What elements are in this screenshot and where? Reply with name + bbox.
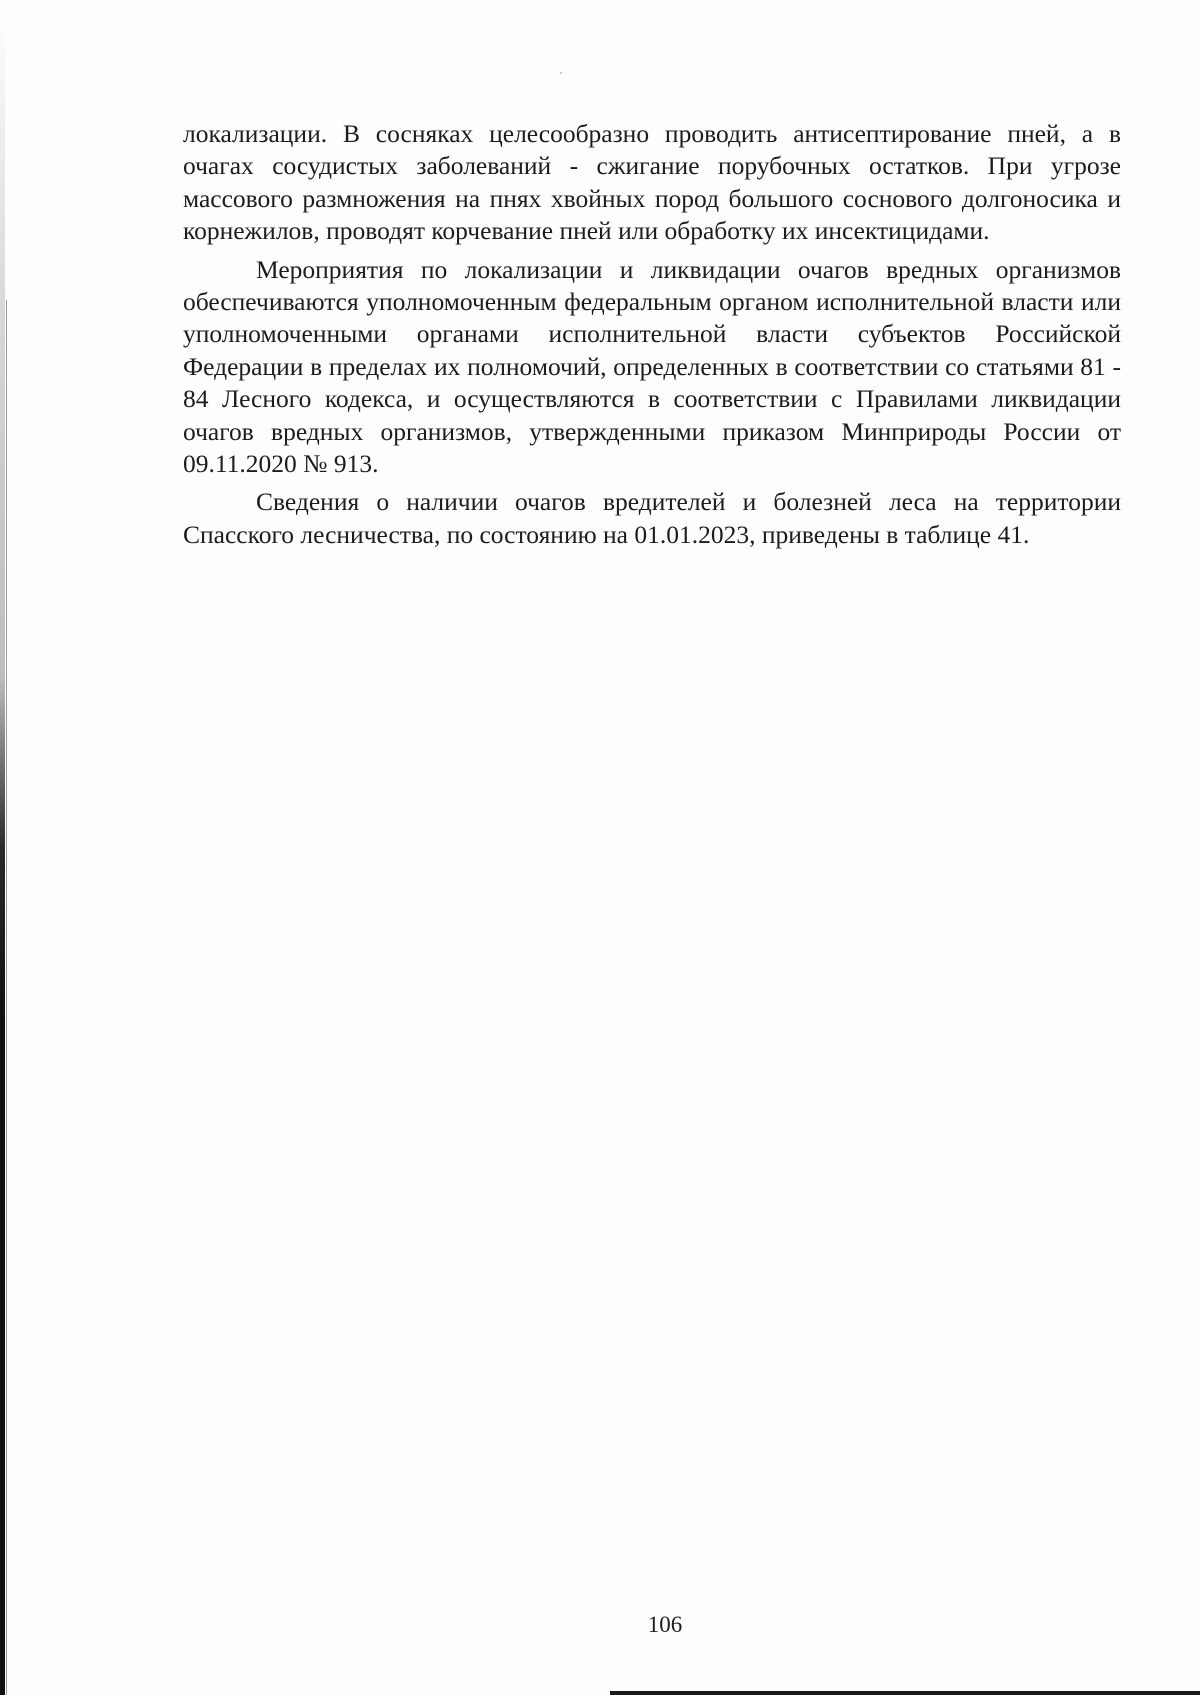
scan-bottom-edge	[610, 1691, 1200, 1695]
body-text	[183, 118, 1121, 557]
paragraph-measures: Мероприятия по локализации и ликвидации очагов вредных организмов обеспечиваются уполномоченным федеральным органом исполнительной власти или уполномоченными органами исполнительной власти субъектов Российской Федерации в пределах их полномочий, определенных в соответствии со статьями 81 - 84 Лесного кодекса, и осуществляются в соответствии с Правилами ликвидации очагов вредных организмов, утвержденными приказом Минприроды России от 09.11.2020 № 913.	[183, 254, 1121, 479]
paragraph-continuation: локализации. В сосняках целесообразно проводить антисептирование пней, а в очагах сосудистых заболеваний - сжигание порубочных остатков. При угрозе массового размножения на пнях хвойных пород большого соснового долгоносика и корнежилов, проводят корчевание пней или обработку их инсектицидами.	[183, 119, 1121, 246]
paragraph-table-reference: Сведения о наличии очагов вредителей и болезней леса на территории Спасского лесничества, по состоянию на 01.01.2023, приведены в таблице 41.	[183, 487, 1121, 549]
scan-speck	[560, 72, 562, 74]
scan-left-edge	[0, 0, 5, 1695]
scan-left-edge-line	[6, 300, 7, 1695]
page-number: 106	[647, 1612, 683, 1637]
